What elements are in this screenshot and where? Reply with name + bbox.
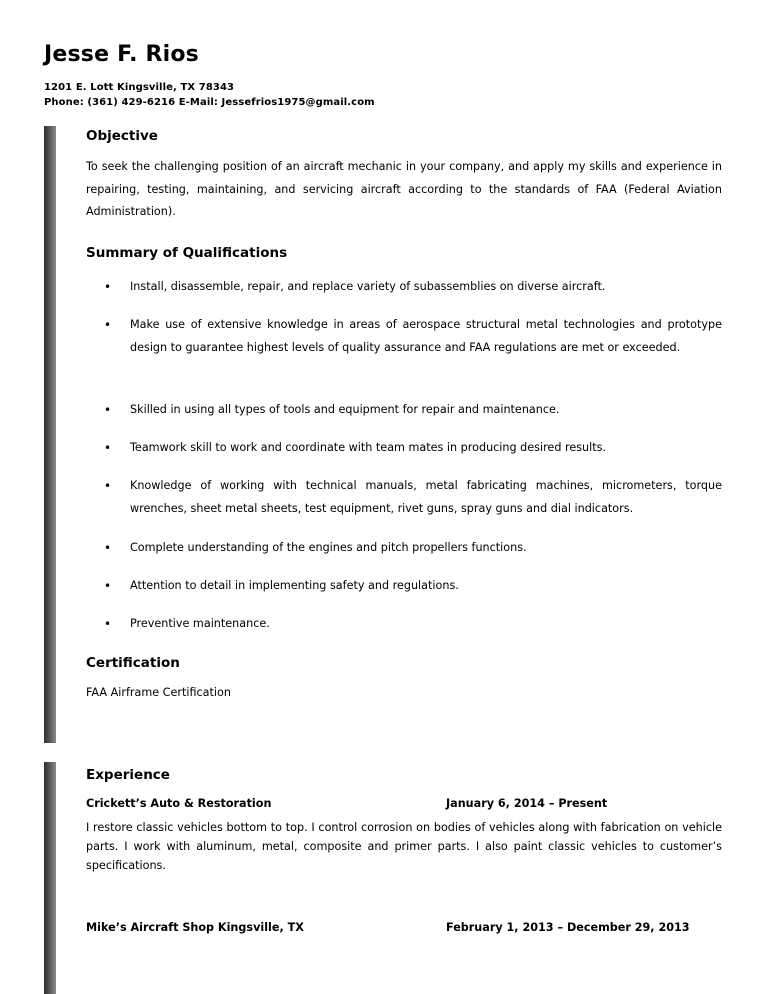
qualification-item: Preventive maintenance.: [130, 617, 270, 630]
job-dates: January 6, 2014 – Present: [446, 797, 608, 810]
certification-heading: Certification: [86, 655, 180, 671]
bullet-icon: •: [104, 318, 112, 332]
objective-heading: Objective: [86, 128, 158, 144]
bullet-icon: •: [104, 280, 112, 294]
qualifications-heading: Summary of Qualifications: [86, 245, 288, 261]
bullet-icon: •: [104, 479, 112, 493]
contact-line: Phone: (361) 429-6216 E-Mail: Jessefrios1975@gmail.com: [44, 97, 375, 108]
qualification-item: Skilled in using all types of tools and equipment for repair and maintenance.: [130, 403, 560, 416]
section-bar-bottom: [44, 762, 56, 994]
bullet-icon: •: [104, 541, 112, 555]
bullet-icon: •: [104, 579, 112, 593]
job-description: I restore classic vehicles bottom to top. I control corrosion on bodies of vehicles along with fabrication on vehicle parts. I work with aluminum, metal, composite and primer parts. I also paint classic vehicles to customer’s specifications.: [86, 821, 722, 872]
job-employer: Mike’s Aircraft Shop Kingsville, TX: [86, 921, 304, 934]
qualification-item: Teamwork skill to work and coordinate with team mates in producing desired results.: [130, 441, 607, 454]
job-dates: February 1, 2013 – December 29, 2013: [446, 921, 690, 934]
qualification-item: Complete understanding of the engines and pitch propellers functions.: [130, 541, 527, 554]
bullet-icon: •: [104, 441, 112, 455]
qualification-item: Make use of extensive knowledge in areas of aerospace structural metal technologies and prototype design to guarantee highest levels of quality assurance and FAA regulations are met or exceeded.: [130, 318, 722, 354]
objective-text: To seek the challenging position of an aircraft mechanic in your company, and apply my skills and experience in repairing, testing, maintaining, and servicing aircraft according to the standards of FAA (Federal Aviation Administration).: [86, 160, 722, 218]
bullet-icon: •: [104, 403, 112, 417]
section-bar-top: [44, 126, 56, 743]
applicant-name: Jesse F. Rios: [44, 42, 199, 67]
address-line: 1201 E. Lott Kingsville, TX 78343: [44, 82, 235, 93]
qualification-item: Attention to detail in implementing safety and regulations.: [130, 579, 459, 592]
job-employer: Crickett’s Auto & Restoration: [86, 797, 272, 810]
experience-heading: Experience: [86, 767, 170, 783]
qualification-item: Knowledge of working with technical manuals, metal fabricating machines, micrometers, torque wrenches, sheet metal sheets, test equipment, rivet guns, spray guns and dial indicators.: [130, 479, 722, 515]
certification-text: FAA Airframe Certification: [86, 686, 231, 699]
bullet-icon: •: [104, 617, 112, 631]
qualification-item: Install, disassemble, repair, and replace variety of subassemblies on diverse aircraft.: [130, 280, 606, 293]
